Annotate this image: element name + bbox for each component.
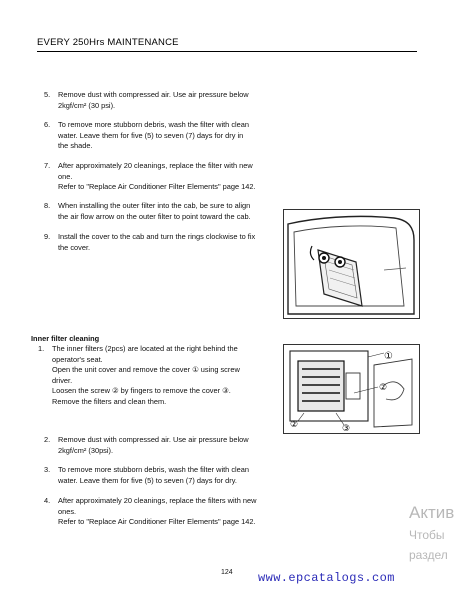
step-text-line: After approximately 20 cleanings, replace the filters with new [58,496,257,505]
step-text-line: To remove more stubborn debris, wash the filter with clean [58,465,250,474]
step-text-line: 2kgf/cm² (30psi). [58,445,114,455]
header-divider [37,51,417,52]
callout-2-lower: ② [290,420,299,430]
inner-filter-heading: Inner filter cleaning [31,334,100,343]
step-text-line: Loosen the screw ② by fingers to remove the cover ③. [52,386,231,396]
step-text-line: the shade. [58,141,93,151]
step-text-line: After approximately 20 cleanings, replace the filter with new [58,161,253,170]
activation-line-1: Актив [409,503,455,522]
step-number: 6. [44,120,51,129]
callout-1: ① [384,351,393,362]
step-number: 1. [38,344,45,353]
step-number: 8. [44,201,51,210]
outer-cover-illustration [284,210,419,318]
step-text-line: When installing the outer filter into the cab, be sure to align [58,201,251,210]
step-number: 5. [44,90,51,99]
step-text-line: one. [58,171,73,181]
step-number: 3. [44,465,51,474]
activation-line-2: Чтобы [409,528,445,542]
step-text-line: Remove dust with compressed air. Use air pressure below [58,435,249,444]
inner-filter-illustration [284,345,419,433]
step-text-line: Remove dust with compressed air. Use air pressure below [58,90,249,99]
step-number: 2. [44,435,51,444]
step-text-line: the cover. [58,242,91,252]
step-text-line: driver. [52,375,73,385]
callout-2-upper: ② [379,383,388,393]
outer-cover-figure [283,209,420,319]
step-text-line: Remove the filters and clean them. [52,396,167,406]
step-text-line: The inner filters (2pcs) are located at the right behind the [52,344,238,353]
inner-filter-figure [283,344,420,434]
activation-line-3: раздел [409,548,448,562]
callout-3: ③ [342,424,351,433]
watermark-url: www.epcatalogs.com [258,571,395,585]
step-text-line: Refer to "Replace Air Conditioner Filter Elements" page 142. [58,517,256,527]
step-number: 7. [44,161,51,170]
step-text-line: 2kgf/cm² (30 psi). [58,100,116,110]
page-number: 124 [221,569,233,576]
step-number: 4. [44,496,51,505]
step-number: 9. [44,232,51,241]
step-text-line: Open the unit cover and remove the cover ① using screw [52,365,240,375]
step-text-line: Install the cover to the cab and turn the rings clockwise to fix [58,232,256,241]
step-text-line: To remove more stubborn debris, wash the filter with clean [58,120,250,129]
step-text-line: Refer to "Replace Air Conditioner Filter Elements" page 142. [58,182,256,192]
page-header: EVERY 250Hrs MAINTENANCE [37,37,179,48]
step-text-line: water. Leave them for five (5) to seven (7) days for dry in [58,130,244,140]
step-text-line: the air flow arrow on the outer filter to point toward the cab. [58,211,251,221]
step-text-line: water. Leave them for five (5) to seven (7) days for dry. [58,475,237,485]
step-text-line: ones. [58,506,77,516]
step-text-line: operator's seat. [52,354,103,364]
